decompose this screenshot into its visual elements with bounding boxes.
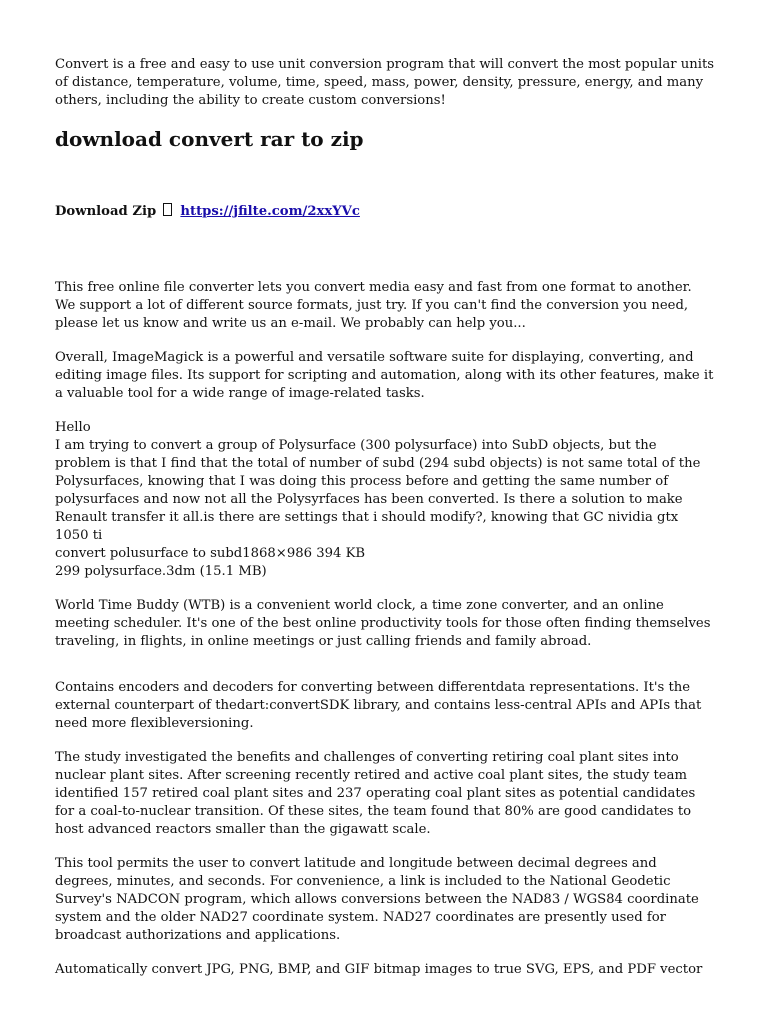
intro-paragraph: Convert is a free and easy to use unit conversion program that will convert the most popular units of distance, temperature, volume, time, speed, mass, power, density, pressure, energy, and many others, including the ability to create custom conversions! [55, 57, 715, 108]
paragraph-imagemagick: Overall, ImageMagick is a powerful and versatile software suite for displaying, converting, and editing image files. Its support for scripting and automation, along with its other features, make it a valuable tool for a wide range of image-related tasks. [55, 350, 714, 401]
paragraph-dart-convert: Contains encoders and decoders for converting between differentdata representations. It's the external counterpart of thedart:convertSDK library, and contains less-central APIs and APIs that need more flexibleversioning. [55, 680, 702, 731]
page-title: download convert rar to zip [55, 127, 364, 151]
forum-greeting: Hello [55, 420, 91, 435]
paragraph-coal-nuclear: The study investigated the benefits and challenges of converting retiring coal plant sites into nuclear plant sites. After screening recently retired and active coal plant sites, the study team identified 157 retired coal plant sites and 237 operating coal plant sites as potential candidates for a coal-to-nuclear transition. Of these sites, the team found that 80% are good candidates to host advanced reactors smaller than the gigawatt scale. [55, 750, 696, 837]
forum-post [55, 419, 715, 581]
arrow-glyph-icon [163, 203, 172, 216]
forum-attachment-image: convert polusurface to subd1868×986 394 KB [55, 546, 366, 561]
paragraph-vector-convert: Automatically convert JPG, PNG, BMP, and GIF bitmap images to true SVG, EPS, and PDF vector [55, 962, 703, 977]
download-label: Download Zip [55, 204, 157, 219]
paragraph-coordinate-tool: This tool permits the user to convert latitude and longitude between decimal degrees and degrees, minutes, and seconds. For convenience, a link is included to the National Geodetic Survey's NADCON program, which allows conversions between the NAD83 / WGS84 coordinate system and the older NAD27 coordinate system. NAD27 coordinates are presently used for broadcast authorizations and applications. [55, 856, 699, 943]
forum-attachment-file: 299 polysurface.3dm (15.1 MB) [55, 564, 267, 579]
download-link[interactable]: https://jfilte.com/2xxYVc [180, 204, 360, 219]
paragraph-world-time-buddy: World Time Buddy (WTB) is a convenient world clock, a time zone converter, and an online meeting scheduler. It's one of the best online productivity tools for those often finding themselves traveling, in flights, in online meetings or just calling friends and family abroad. [55, 598, 711, 649]
forum-body: I am trying to convert a group of Polysurface (300 polysurface) into SubD objects, but the problem is that I find that the total of number of subd (294 subd objects) is not same total of the Polysurfaces, knowing that I was doing this process before and getting the same number of polysurfaces and now not all the Polysyrfaces has been converted. Is there a solution to make Renault transfer it all.is there are settings that i should modify?, knowing that GC nividia gtx 1050 ti [55, 438, 701, 543]
paragraph-file-converter: This free online file converter lets you convert media easy and fast from one format to another. We support a lot of different source formats, just try. If you can't find the conversion you need, please let us know and write us an e-mail. We probably can help you... [55, 280, 692, 331]
download-line [55, 203, 715, 221]
